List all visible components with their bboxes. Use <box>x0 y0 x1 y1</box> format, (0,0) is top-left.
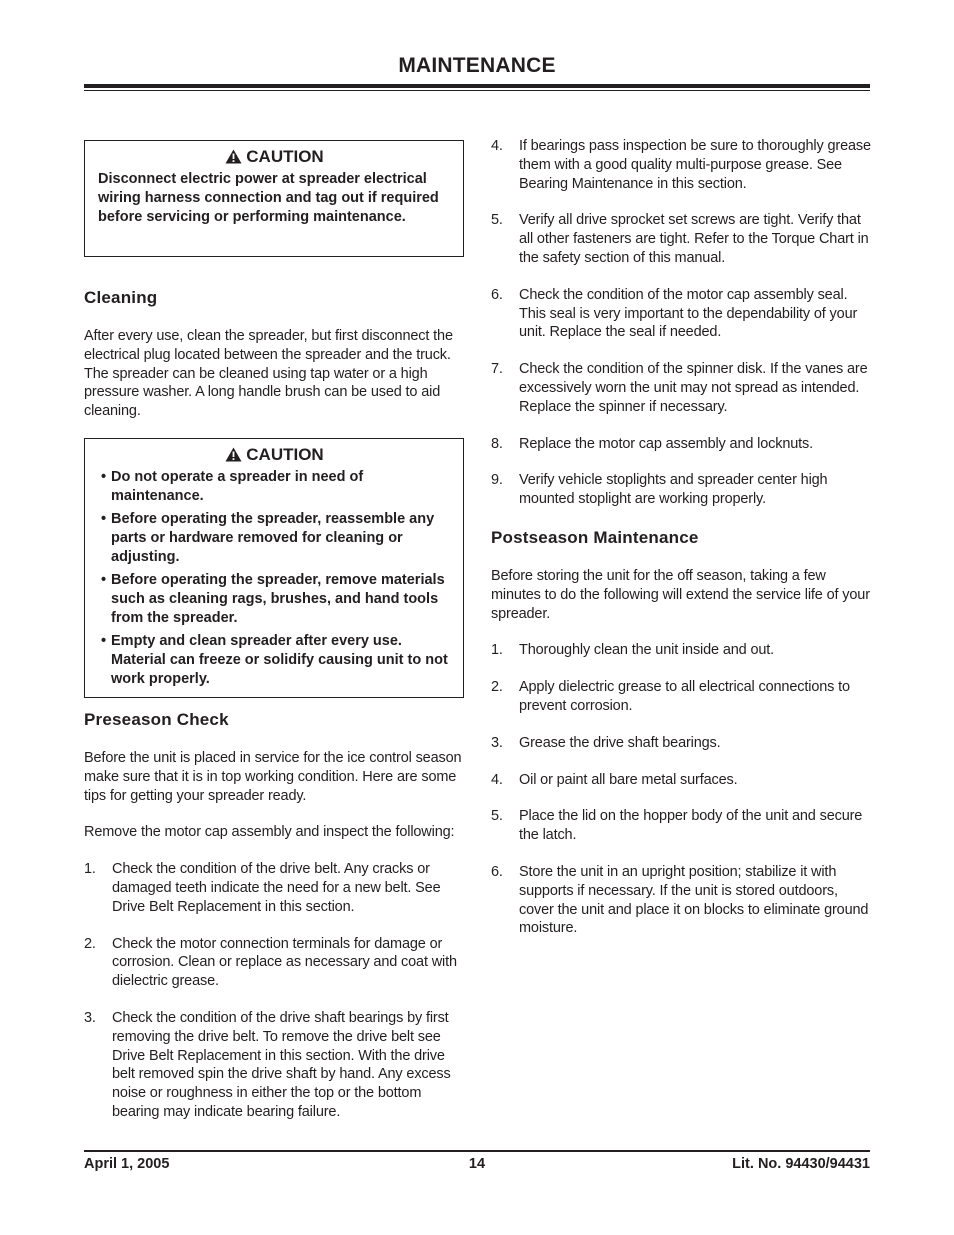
preseason-step <box>491 435 871 454</box>
caution-label: CAUTION <box>246 147 324 166</box>
caution-bullet <box>98 571 451 628</box>
step-number: 6. <box>491 863 503 880</box>
footer-rule <box>84 1150 870 1152</box>
step-number: 1. <box>84 861 96 878</box>
step-text: Check the condition of the drive shaft bearings by first removing the drive belt. To remove the drive belt see Drive Belt Replacement in this section. With the drive belt removed spin the drive shaft by hand. Any excess noise or roughness in either the top or the bottom bearing may indicate bearing failure. <box>112 1009 451 1120</box>
step-text: Replace the motor cap assembly and locknuts. <box>519 435 814 452</box>
postseason-step <box>491 734 871 753</box>
postseason-heading: Postseason Maintenance <box>491 527 699 547</box>
postseason-step <box>491 807 871 845</box>
step-number: 2. <box>491 679 503 696</box>
step-text: Thoroughly clean the unit inside and out. <box>519 642 775 659</box>
postseason-step <box>491 771 871 790</box>
left-column <box>84 140 464 1122</box>
preseason-step <box>491 137 871 193</box>
step-text: Check the condition of the drive belt. Any cracks or damaged teeth indicate the need for a new belt. See Drive Belt Replacement in this section. <box>112 861 441 915</box>
step-number: 3. <box>84 1009 96 1026</box>
preseason-step <box>84 1009 464 1122</box>
page-title: MAINTENANCE <box>398 54 556 77</box>
postseason-step <box>491 678 871 716</box>
bullet-text: Before operating the spreader, remove materials such as cleaning rags, brushes, and hand tools from the spreader. <box>111 571 445 626</box>
step-text: Grease the drive shaft bearings. <box>519 734 721 751</box>
postseason-intro: Before storing the unit for the off season, taking a few minutes to do the following will extend the service life of your spreader. <box>491 567 870 622</box>
footer-lit-number: Lit. No. 94430/94431 <box>732 1156 870 1172</box>
cleaning-heading: Cleaning <box>84 288 158 307</box>
title-rule-thick <box>84 84 870 88</box>
step-number: 5. <box>491 212 503 229</box>
postseason-step <box>491 863 871 938</box>
right-column <box>491 137 871 938</box>
bullet-text: Do not operate a spreader in need of maintenance. <box>111 468 364 504</box>
preseason-intro-2: Remove the motor cap assembly and inspect the following: <box>84 824 455 841</box>
step-text: Apply dielectric grease to all electrical connections to prevent corrosion. <box>519 679 850 714</box>
caution-box-power <box>84 140 464 257</box>
step-text: Check the condition of the motor cap assembly seal. This seal is very important to the dependability of your unit. Replace the seal if needed. <box>519 286 858 341</box>
step-text: Place the lid on the hopper body of the unit and secure the latch. <box>519 808 863 844</box>
preseason-step <box>491 211 871 267</box>
bullet-dot: • <box>101 571 107 588</box>
caution-box-operation <box>84 438 464 698</box>
caution-label: CAUTION <box>246 444 324 464</box>
bullet-dot: • <box>101 632 107 649</box>
step-number: 8. <box>491 435 503 452</box>
bullet-dot: • <box>101 468 107 485</box>
step-number: 6. <box>491 286 503 303</box>
footer-page-number: 14 <box>468 1156 486 1172</box>
step-number: 1. <box>491 642 503 659</box>
caution-heading <box>98 147 451 167</box>
warning-triangle-icon <box>225 149 242 164</box>
preseason-step <box>491 471 871 509</box>
title-rule-thin <box>84 90 870 91</box>
step-text: Check the motor connection terminals for damage or corrosion. Clean or replace as necessary and coat with dielectric grease. <box>112 935 457 990</box>
step-number: 2. <box>84 935 96 952</box>
preseason-intro: Before the unit is placed in service for the ice control season make sure that it is in top working condition. Here are some tips for getting your spreader ready. <box>84 749 462 804</box>
postseason-step <box>491 641 871 660</box>
caution-bullet <box>98 468 451 506</box>
caution-bullet <box>98 632 451 689</box>
step-text: Check the condition of the spinner disk. If the vanes are excessively worn the unit may not spread as intended. Replace the spinner if necessary. <box>519 361 868 415</box>
preseason-step <box>84 860 464 916</box>
preseason-heading: Preseason Check <box>84 709 229 729</box>
step-text: If bearings pass inspection be sure to thoroughly grease them with a good quality multi-purpose grease. See Bearing Maintenance in this section. <box>519 138 871 192</box>
caution-text: Disconnect electric power at spreader electrical wiring harness connection and tag out if required before servicing or performing maintenance. <box>98 171 439 225</box>
step-number: 4. <box>491 771 503 788</box>
caution-heading <box>98 445 451 465</box>
preseason-step <box>491 360 871 416</box>
step-text: Verify all drive sprocket set screws are tight. Verify that all other fasteners are tight. Refer to the Torque Chart in the safety section of this manual. <box>519 212 869 266</box>
step-number: 3. <box>491 734 503 751</box>
preseason-step <box>491 286 871 342</box>
step-text: Oil or paint all bare metal surfaces. <box>519 771 738 788</box>
preseason-step <box>84 935 464 991</box>
step-number: 5. <box>491 808 503 825</box>
caution-bullet <box>98 510 451 567</box>
step-number: 4. <box>491 138 503 154</box>
bullet-text: Before operating the spreader, reassemble any parts or hardware removed for cleaning or adjusting. <box>111 510 435 565</box>
step-text: Verify vehicle stoplights and spreader center high mounted stoplight are working properly. <box>519 472 828 508</box>
footer-date: April 1, 2005 <box>84 1156 170 1172</box>
step-text: Store the unit in an upright position; stabilize it with supports if necessary. If the unit is stored outdoors, cover the unit and place it on blocks to eliminate ground moisture. <box>519 863 869 937</box>
step-number: 7. <box>491 361 503 378</box>
bullet-text: Empty and clean spreader after every use. Material can freeze or solidify causing unit to not work properly. <box>111 632 448 687</box>
warning-triangle-icon <box>225 447 242 462</box>
cleaning-paragraph: After every use, clean the spreader, but first disconnect the electrical plug located between the spreader and the truck. The spreader can be cleaned using tap water or a high pressure washer. A long handle brush can be used to aid cleaning. <box>84 328 453 420</box>
bullet-dot: • <box>101 510 107 527</box>
step-number: 9. <box>491 472 503 489</box>
